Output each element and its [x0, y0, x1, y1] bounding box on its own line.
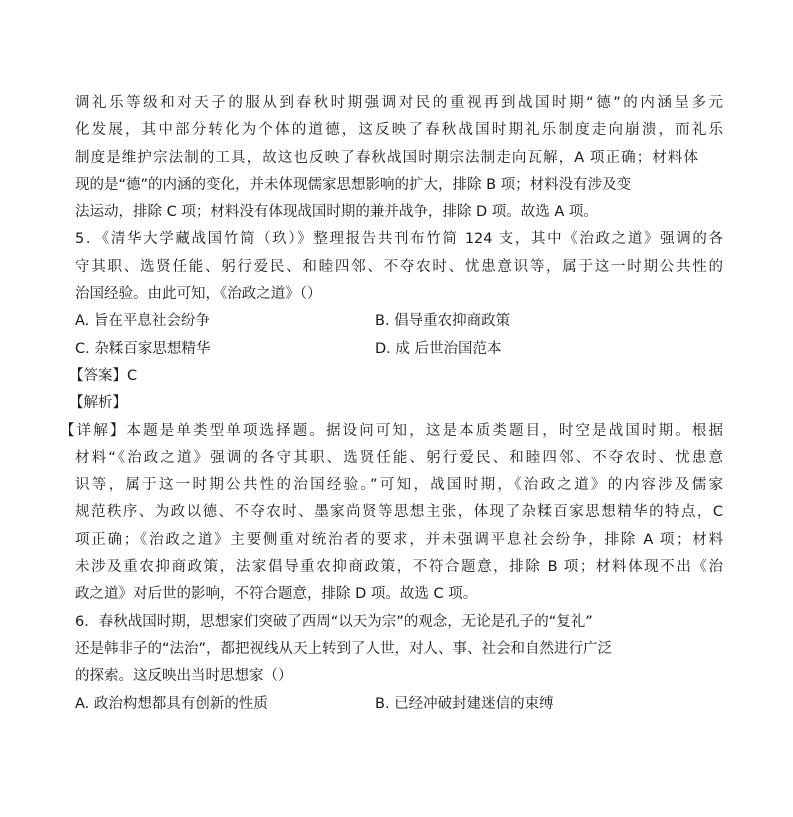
question-5-analysis-heading: 【解析】 [69, 395, 127, 412]
question-6-option-b: B. 已经冲破封建迷信的束缚 [375, 695, 554, 712]
question-6-stem-line: 的探索。这反映出当时思想家（） [75, 668, 293, 685]
question-5-option-b: B. 倡导重农抑商政策 [375, 313, 511, 330]
explanation-line: 制度是维护宗法制的工具，故这也反映了春秋战国时期宗法制走向瓦解，A 项正确；材料体 [75, 149, 698, 166]
question-5-option-a: A. 旨在平息社会纷争 [75, 313, 210, 330]
question-6-stem-line: 6．春秋战国时期，思想家们突破了西周“以天为宗”的观念，无论是孔子的“复礼” [75, 613, 593, 630]
question-5-detail-line: 政之道》对后世的影响，不符合题意，排除 D 项。故选 C 项。 [75, 586, 478, 603]
question-5-detail-line: 材料“《治政之道》强调的各守其职、选贤任能、躬行爱民、和睦四邻、不夺农时、忧患意 [75, 449, 723, 466]
question-6-stem-line: 还是韩非子的“法治”，都把视线从天上转到了人世，对人、事、社会和自然进行广泛 [75, 640, 613, 657]
question-5-detail-line: 规范秩序、为政以德、不夺农时、墨家尚贤等思想主张，体现了杂糅百家思想精华的特点，C [75, 504, 723, 521]
question-5-stem-line: 治国经验。由此可知，《治政之道》（） [75, 286, 322, 303]
question-5-stem-line: 5．《清华大学藏战国竹简（玖）》整理报告共刊布竹简 124 支，其中《治政之道》强调的各 [75, 231, 723, 248]
page-content [60, 90, 723, 718]
explanation-line: 现的是“德”的内涵的变化，并未体现儒家思想影响的扩大，排除 B 项；材料没有涉及变 [75, 176, 632, 193]
question-5-detail-line: 识等，属于这一时期公共性的治国经验。”可知，战国时期，《治政之道》的内容涉及儒家 [75, 477, 723, 494]
question-5-option-d: D. 成 后世治国范本 [375, 340, 502, 357]
question-5-stem-line: 守其职、选贤任能、躬行爱民、和睦四邻、不夺农时、忧患意识等，属于这一时期公共性的 [75, 258, 723, 275]
question-5-options-row [75, 336, 723, 363]
question-6-option-a: A. 政治构想都具有创新的性质 [75, 695, 268, 712]
explanation-line: 法运动，排除 C 项；材料没有体现战国时期的兼并战争，排除 D 项。故选 A 项。 [75, 204, 598, 221]
question-5-detail-line: 未涉及重农抑商政策，法家倡导重农抑商政策，不符合题意，排除 B 项；材料体现不出《治 [75, 559, 723, 576]
question-5-options-row [75, 308, 723, 335]
question-5-detail-line: 【详解】本题是单类型单项选择题。据设问可知，这是本质类题目，时空是战国时期。根据 [60, 422, 723, 439]
question-5-option-c: C. 杂糅百家思想精华 [75, 340, 211, 357]
question-6-options-row [75, 691, 723, 718]
question-5-detail-line: 项正确；《治政之道》主要侧重对统治者的要求，并未强调平息社会纷争，排除 A 项；材料 [75, 531, 723, 548]
question-5-answer: 【答案】C [69, 367, 138, 384]
explanation-line: 化发展，其中部分转化为个体的道德，这反映了春秋战国时期礼乐制度走向崩溃，而礼乐 [75, 122, 723, 139]
explanation-line: 调礼乐等级和对天子的服从到春秋时期强调对民的重视再到战国时期“德”的内涵呈多元 [75, 95, 723, 111]
